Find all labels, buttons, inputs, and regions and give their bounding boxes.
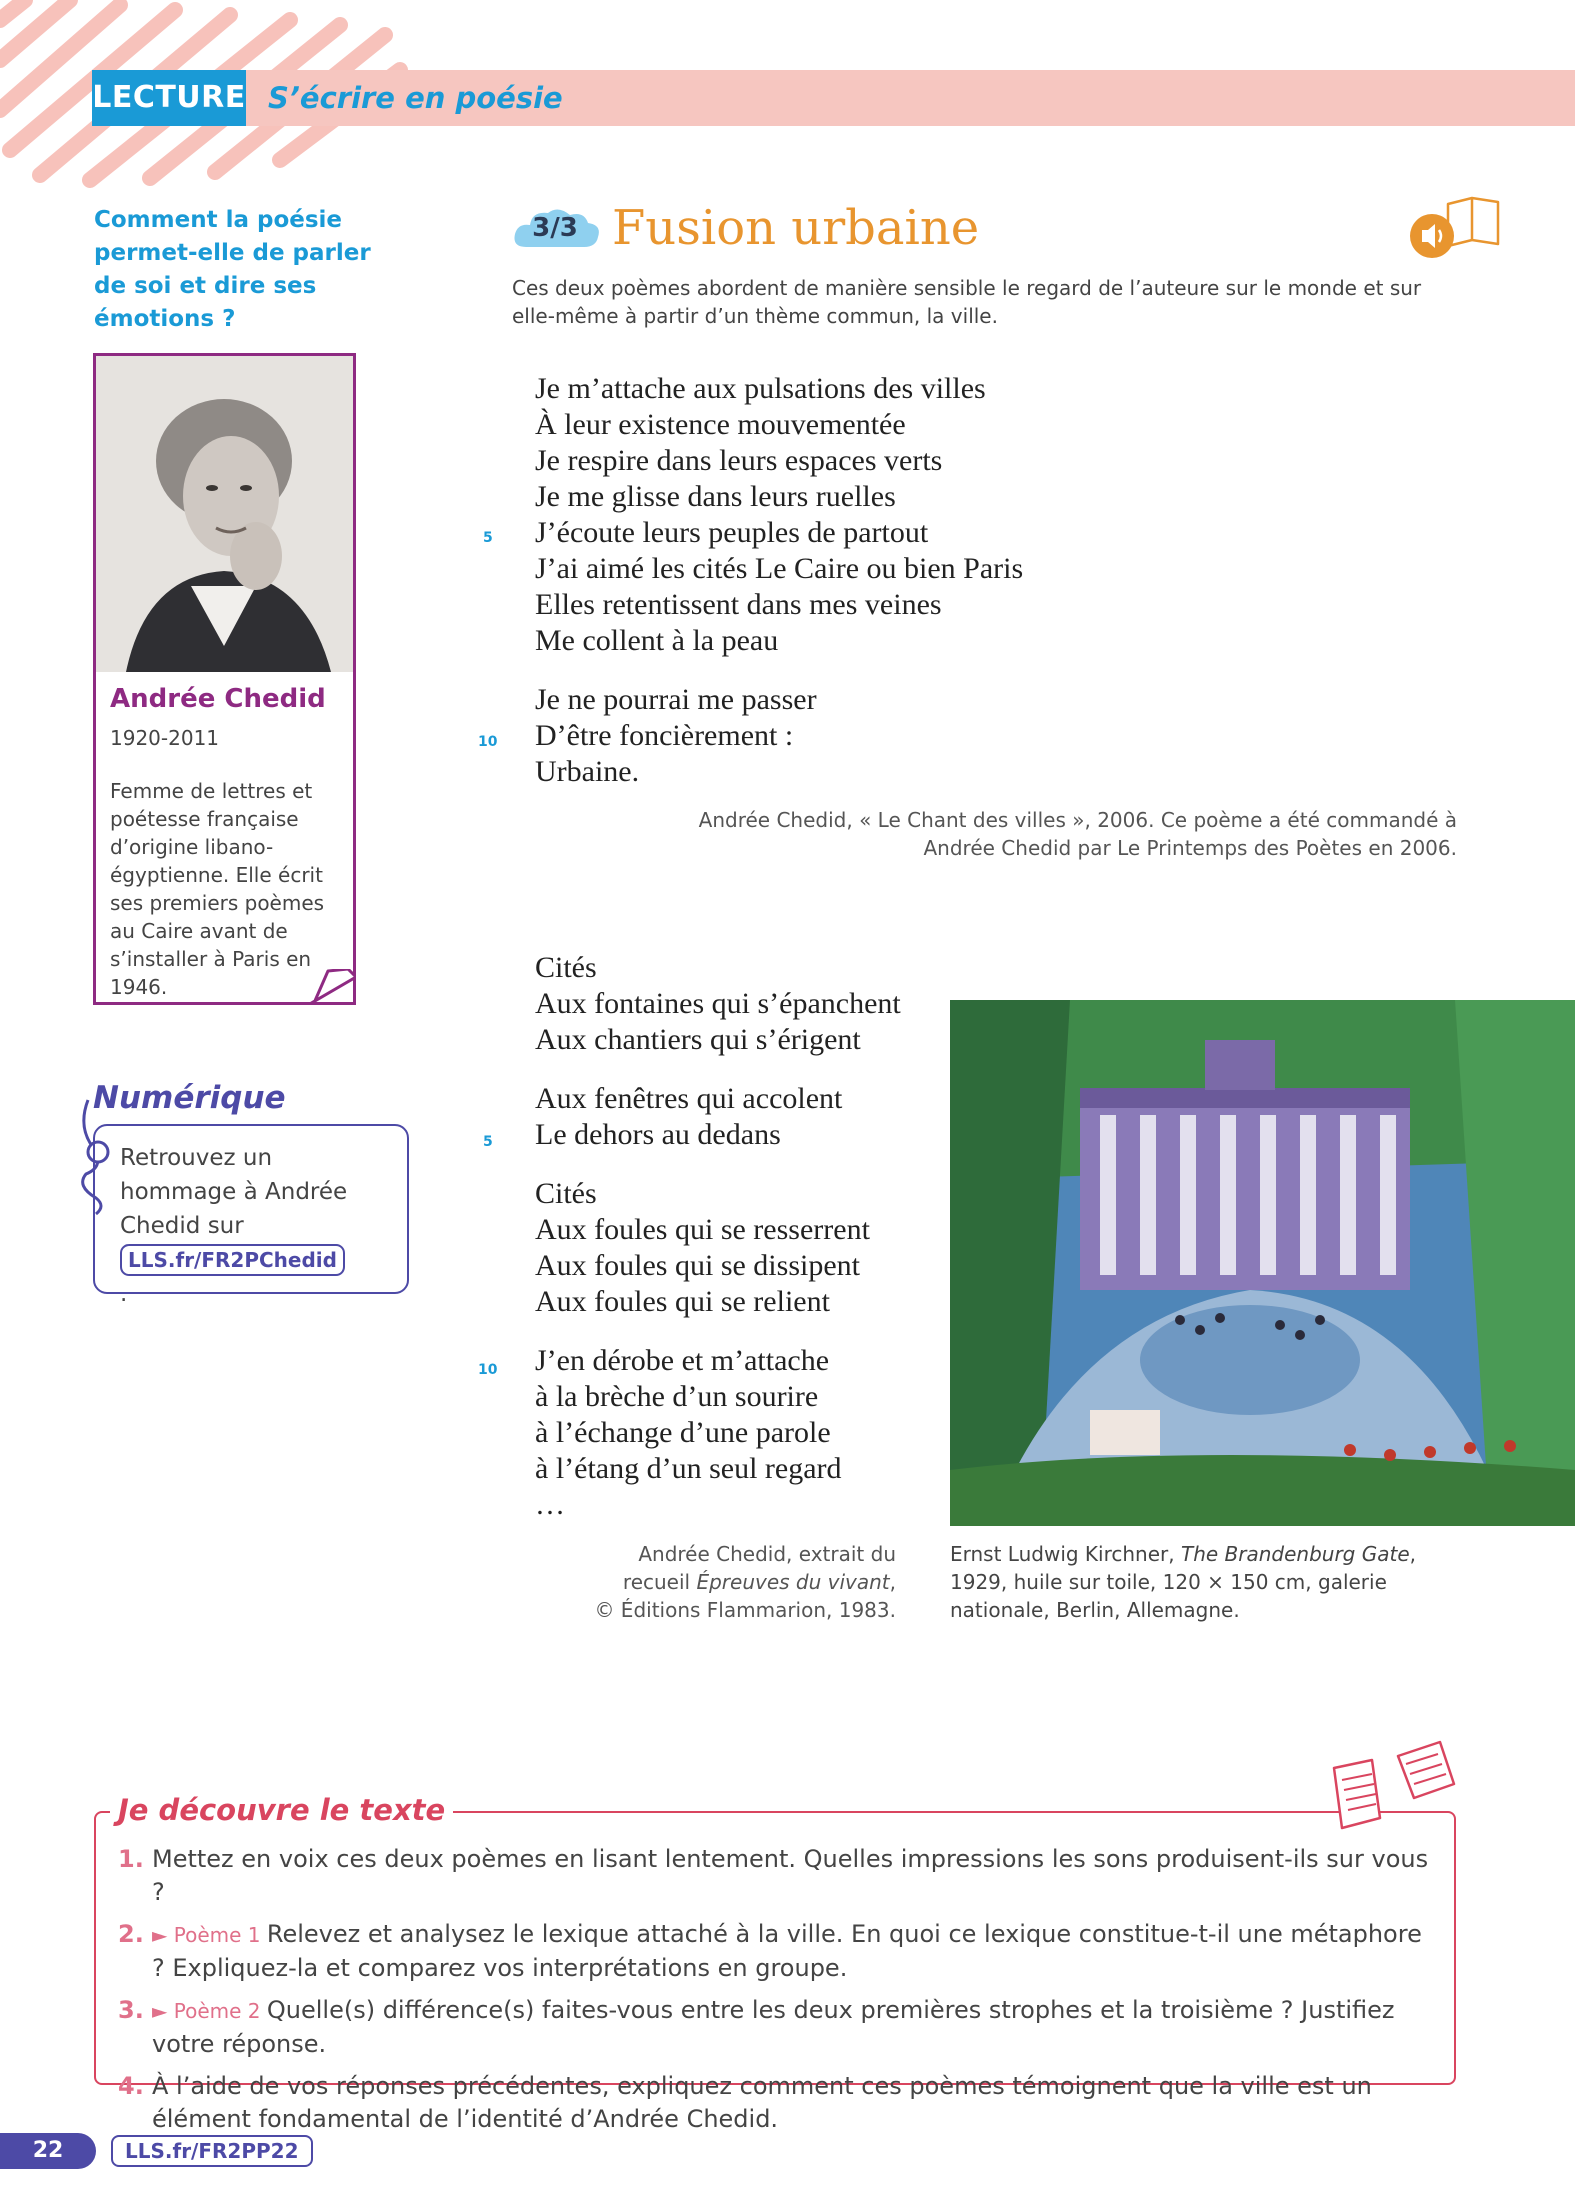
question-tag: ► Poème 2	[152, 1999, 267, 2023]
questions-header	[110, 1789, 453, 1831]
question-item	[118, 2070, 1438, 2136]
poem-line: Je me glisse dans leurs ruelles	[535, 480, 896, 513]
question-number: 1.	[118, 1845, 144, 1873]
page-title: Fusion urbaine	[612, 200, 980, 256]
source-work-title: Épreuves du vivant	[696, 1570, 890, 1594]
poem-1-source: Andrée Chedid, « Le Chant des villes », 2006. Ce poème a été commandé à Andrée Chedid par Le Printemps des Poètes en 2006.	[698, 808, 1457, 860]
questions-list	[118, 1843, 1438, 2145]
author-card	[93, 353, 356, 1005]
audio-book-icon[interactable]	[1408, 194, 1506, 262]
page-corner-icon	[308, 969, 356, 1005]
poem-line: Urbaine.	[535, 755, 640, 788]
poem-line: Me collent à la peau	[535, 624, 779, 657]
poem-line: Elles retentissent dans mes veines	[535, 588, 942, 621]
question-text: Quelle(s) différence(s) faites-vous entre les deux premières strophes et la troisième ? Justifiez votre réponse.	[152, 1996, 1395, 2058]
poem-line: …	[535, 1488, 565, 1521]
question-number: 4.	[118, 2072, 144, 2100]
line-number: 5	[483, 530, 493, 546]
poem-line: J’ai aimé les cités Le Caire ou bien Paris	[535, 552, 1024, 585]
poem-line: à l’étang d’un seul regard	[535, 1452, 842, 1485]
author-dates: 1920-2011	[110, 726, 220, 750]
poem-line: Je ne pourrai me passer	[535, 683, 817, 716]
questions-title: Je découvre le texte	[118, 1793, 446, 1827]
poem-line: Je respire dans leurs espaces verts	[535, 444, 943, 477]
question-tag: ► Poème 1	[152, 1923, 267, 1947]
poem-line: Aux foules qui se resserrent	[535, 1213, 870, 1246]
poem-line: Cités	[535, 1177, 597, 1210]
numerique-message: Retrouvez un hommage à Andrée Chedid sur	[120, 1145, 348, 1239]
poem-2-source	[560, 1540, 896, 1624]
numerique-period: .	[120, 1281, 128, 1307]
painting-artist: Ernst Ludwig Kirchner,	[950, 1542, 1181, 1566]
poem-line: Aux foules qui se dissipent	[535, 1249, 860, 1282]
text-number-badge: 3/3	[532, 213, 578, 243]
intro-text: Ces deux poèmes abordent de manière sensible le regard de l’auteure sur le monde et sur elle-même à partir d’un thème commun, la ville.	[512, 276, 1422, 328]
poem-2-source-line: © Éditions Flammarion, 1983.	[594, 1598, 896, 1622]
poem-line: Cités	[535, 951, 597, 984]
brandenburg-gate-painting	[950, 1000, 1575, 1526]
painting-caption	[950, 1540, 1470, 1624]
papers-icon	[1328, 1738, 1460, 1834]
question-item	[118, 1843, 1438, 1909]
question-number: 3.	[118, 1996, 144, 2024]
poem-line: Je m’attache aux pulsations des villes	[535, 372, 986, 405]
line-number: 5	[483, 1134, 493, 1150]
chedid-link[interactable]: LLS.fr/FR2PChedid	[120, 1244, 345, 1276]
poem-line: Aux fenêtres qui accolent	[535, 1082, 843, 1115]
poem-line: à la brèche d’un sourire	[535, 1380, 819, 1413]
question-item	[118, 1918, 1438, 1985]
numerique-text	[120, 1141, 350, 1311]
section-label: LECTURE	[92, 70, 246, 126]
line-number: 10	[478, 1362, 498, 1378]
painting-image	[950, 1000, 1575, 1526]
author-portrait-illustration	[96, 356, 353, 672]
poem-line: J’en dérobe et m’attache	[535, 1344, 830, 1377]
poem-2-source-line: Andrée Chedid, extrait du	[638, 1542, 896, 1566]
poem-line: D’être foncièrement :	[535, 719, 794, 752]
question-text: Relevez et analysez le lexique attaché à la ville. En quoi ce lexique constitue-t-il une métaphore ? Expliquez-la et comparez vos interprétations en groupe.	[152, 1920, 1422, 1982]
question-text: Mettez en voix ces deux poèmes en lisant lentement. Quelles impressions les sons produisent-ils sur vous ?	[152, 1845, 1429, 1906]
guiding-question: Comment la poésie permet-elle de parler de soi et dire ses émotions ?	[94, 207, 371, 332]
question-item	[118, 1994, 1438, 2061]
poem-1	[535, 371, 1023, 790]
poem-line: J’écoute leurs peuples de partout	[535, 516, 929, 549]
poem-line: Aux chantiers qui s’érigent	[535, 1023, 861, 1056]
page-number: 22	[0, 2133, 96, 2169]
poem-line: Aux foules qui se relient	[535, 1285, 830, 1318]
poem-2	[535, 950, 901, 1523]
line-number: 10	[478, 734, 498, 750]
poem-line: Aux fontaines qui s’épanchent	[535, 987, 901, 1020]
section-subtitle: S’écrire en poésie	[268, 81, 563, 115]
poem-line: À leur existence mouvementée	[535, 408, 906, 441]
author-bio: Femme de lettres et poétesse française d’origine libano-égyptienne. Elle écrit ses premiers poèmes au Caire avant de s’installer à Paris en 1946.	[110, 779, 325, 999]
footer-link[interactable]: LLS.fr/FR2PP22	[111, 2135, 313, 2167]
painting-title: The Brandenburg Gate	[1180, 1542, 1410, 1566]
author-name: Andrée Chedid	[110, 684, 326, 714]
poem-line: à l’échange d’une parole	[535, 1416, 831, 1449]
poem-line: Le dehors au dedans	[535, 1118, 781, 1151]
author-photo	[96, 356, 353, 672]
poem-2-source-line: recueil Épreuves du vivant,	[622, 1570, 896, 1594]
numerique-title: Numérique	[93, 1080, 286, 1116]
painting-details: , 1929, huile sur toile, 120 × 150 cm, galerie nationale, Berlin, Allemagne.	[950, 1542, 1416, 1622]
question-number: 2.	[118, 1920, 144, 1948]
question-text: À l’aide de vos réponses précédentes, expliquez comment ces poèmes témoignent que la ville est un élément fondamental de l’identité d’Andrée Chedid.	[152, 2072, 1372, 2133]
